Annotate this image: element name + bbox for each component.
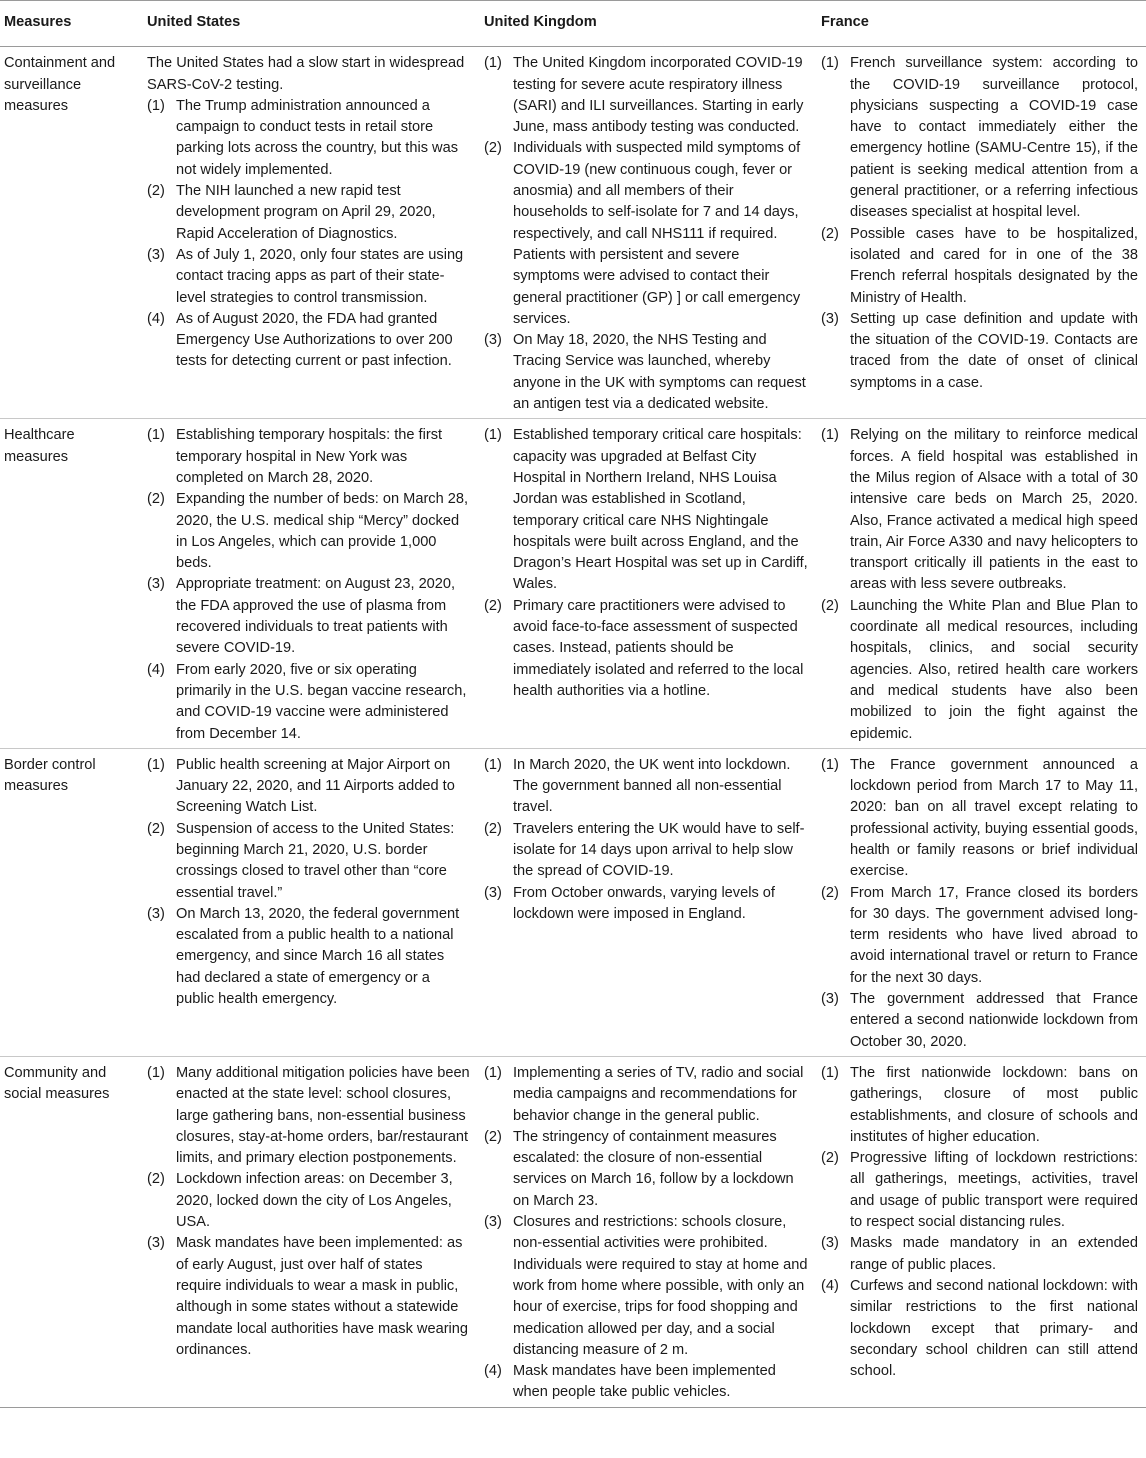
item-number: (3) bbox=[484, 332, 502, 349]
item-number: (4) bbox=[147, 310, 165, 327]
france-cell bbox=[817, 1056, 1146, 1407]
item-number: (2) bbox=[147, 820, 165, 837]
item-number: (2) bbox=[147, 1171, 165, 1188]
united-states-cell bbox=[143, 419, 480, 748]
item-number: (1) bbox=[484, 427, 502, 444]
france-cell bbox=[817, 419, 1146, 748]
item-number: (3) bbox=[484, 884, 502, 901]
list-item bbox=[484, 425, 809, 595]
list-item bbox=[821, 224, 1138, 309]
list-item bbox=[147, 660, 472, 745]
item-text: Setting up case definition and update with the situation of the COVID-19. Contacts are traced from the date of onset of clinical symptoms in a case. bbox=[850, 310, 1138, 391]
measure-category: Healthcare measures bbox=[0, 419, 143, 748]
united-kingdom-cell bbox=[480, 47, 817, 419]
list-item bbox=[484, 819, 809, 883]
item-text: Primary care practitioners were advised to avoid face-to-face assessment of suspected cases. Instead, patients should be immediately isolated and referred to the local health authorities via a hotline. bbox=[513, 597, 804, 699]
item-text: Curfews and second national lockdown: with similar restrictions to the first national lockdown except that primary- and secondary school children can still attend school. bbox=[850, 1277, 1138, 1380]
item-number: (3) bbox=[484, 1214, 502, 1231]
list-item bbox=[147, 1169, 472, 1233]
list-item bbox=[821, 883, 1138, 989]
item-text: Travelers entering the UK would have to self-isolate for 14 days upon arrival to help slow the spread of COVID-19. bbox=[513, 820, 805, 880]
united-states-measure-list bbox=[147, 1063, 472, 1361]
item-number: (2) bbox=[147, 491, 165, 508]
item-number: (3) bbox=[147, 1235, 165, 1252]
list-item bbox=[147, 1063, 472, 1169]
list-item bbox=[147, 309, 472, 373]
list-item bbox=[821, 309, 1138, 394]
united-states-measure-list bbox=[147, 425, 472, 744]
item-number: (1) bbox=[821, 55, 839, 72]
united-kingdom-measure-list bbox=[484, 1063, 809, 1404]
table-body bbox=[0, 47, 1146, 1407]
table-row bbox=[0, 47, 1146, 419]
item-text: Closures and restrictions: schools closure, non-essential activities were prohibited. Individuals were required to stay at home and work from home where possible, with only an hour of exercise, trips for food shopping and medication allowed per day, and a social distancing measure of 2 m. bbox=[513, 1214, 808, 1358]
item-text: As of July 1, 2020, only four states are using contact tracing apps as part of their state-level strategies to control transmission. bbox=[176, 246, 464, 306]
item-text: The France government announced a lockdown period from March 17 to May 11, 2020: ban on all travel except relating to professional activity, buying essential goods, health or family reasons or brief individual exercise. bbox=[850, 756, 1138, 880]
item-text: As of August 2020, the FDA had granted Emergency Use Authorizations to over 200 tests for detecting current or past infection. bbox=[176, 310, 453, 370]
list-item bbox=[484, 330, 809, 415]
item-text: Implementing a series of TV, radio and social media campaigns and recommendations for behavior change in the general public. bbox=[513, 1064, 804, 1124]
item-text: Many additional mitigation policies have been enacted at the state level: school closures, large gathering bans, non-essential business closures, stay-at-home orders, bar/restaurant limits, and primary election postponements. bbox=[176, 1064, 470, 1167]
list-item bbox=[484, 138, 809, 330]
list-item bbox=[484, 755, 809, 819]
list-item bbox=[484, 883, 809, 926]
item-text: Mask mandates have been implemented when people take public vehicles. bbox=[513, 1363, 776, 1401]
item-number: (4) bbox=[821, 1277, 839, 1294]
item-number: (1) bbox=[147, 97, 165, 114]
united-states-cell bbox=[143, 47, 480, 419]
united-kingdom-cell bbox=[480, 748, 817, 1056]
item-number: (2) bbox=[147, 183, 165, 200]
item-number: (2) bbox=[484, 597, 502, 614]
item-text: From March 17, France closed its borders for 30 days. The government advised long-term residents who have lived abroad to avoid international travel or return to France for the next 30 days. bbox=[850, 884, 1138, 986]
item-number: (1) bbox=[484, 756, 502, 773]
header-united-states: United States bbox=[143, 1, 480, 47]
item-number: (2) bbox=[484, 140, 502, 157]
list-item bbox=[821, 53, 1138, 223]
list-item bbox=[821, 596, 1138, 745]
list-item bbox=[147, 245, 472, 309]
table-row bbox=[0, 1056, 1146, 1407]
item-text: Possible cases have to be hospitalized, isolated and cared for in one of the 38 French referral hospitals designated by the Ministry of Health. bbox=[850, 225, 1138, 306]
item-number: (4) bbox=[484, 1363, 502, 1380]
item-text: On May 18, 2020, the NHS Testing and Tracing Service was launched, whereby anyone in the UK with symptoms can request an antigen test via a dedicated website. bbox=[513, 332, 806, 413]
list-item bbox=[147, 755, 472, 819]
header-france: France bbox=[817, 1, 1146, 47]
list-item bbox=[484, 1361, 809, 1404]
item-number: (3) bbox=[147, 246, 165, 263]
united-kingdom-measure-list bbox=[484, 53, 809, 415]
table-header bbox=[0, 1, 1146, 47]
measure-category: Border control measures bbox=[0, 748, 143, 1056]
item-number: (3) bbox=[147, 905, 165, 922]
list-item bbox=[147, 904, 472, 1010]
item-number: (2) bbox=[484, 820, 502, 837]
header-row bbox=[0, 1, 1146, 47]
list-item bbox=[821, 1063, 1138, 1148]
item-text: The United Kingdom incorporated COVID-19 testing for severe acute respiratory illness (SARI) and ILI surveillances. Starting in early June, mass antibody testing was conducted. bbox=[513, 55, 804, 136]
item-text: The stringency of containment measures escalated: the closure of non-essential services on March 16, follow by a lockdown on March 23. bbox=[513, 1128, 794, 1209]
list-item bbox=[484, 1212, 809, 1361]
item-text: Lockdown infection areas: on December 3, 2020, locked down the city of Los Angeles, USA. bbox=[176, 1171, 453, 1231]
united-states-intro-text: The United States had a slow start in widespread SARS-CoV-2 testing. bbox=[147, 55, 465, 93]
item-text: Establishing temporary hospitals: the first temporary hospital in New York was completed on March 28, 2020. bbox=[176, 427, 443, 486]
item-text: French surveillance system: according to the COVID-19 surveillance protocol, physicians suspecting a COVID-19 case have to contact immediately either the emergency hotline (SAMU-Centre 15), if the patient is seeking medical attention from a general practitioner, or a referring infectious diseases specialist at hospital level. bbox=[850, 55, 1138, 221]
item-text: Launching the White Plan and Blue Plan to coordinate all medical resources, including hospitals, clinics, and social security agencies. Also, retired health care workers and medical students have also been mobilized to join the fight against the epidemic. bbox=[850, 597, 1138, 742]
measure-category: Containment and surveillance measures bbox=[0, 47, 143, 419]
item-text: On March 13, 2020, the federal government escalated from a public health to a national emergency, and since March 16 all states had declared a state of emergency or a public health emergency. bbox=[176, 905, 460, 1008]
item-number: (1) bbox=[821, 756, 839, 773]
item-text: Progressive lifting of lockdown restrictions: all gatherings, meetings, activities, travel and usage of public transport were required to respect social distancing rules. bbox=[850, 1150, 1138, 1231]
table-row bbox=[0, 748, 1146, 1056]
item-text: Expanding the number of beds: on March 28, 2020, the U.S. medical ship “Mercy” docked in Los Angeles, which can provide 1,000 beds. bbox=[176, 491, 469, 572]
item-text: From early 2020, five or six operating primarily in the U.S. began vaccine research, and COVID-19 vaccine were administered from December 14. bbox=[176, 661, 467, 742]
item-number: (3) bbox=[821, 310, 839, 327]
united-kingdom-cell bbox=[480, 419, 817, 748]
item-number: (4) bbox=[147, 661, 165, 678]
item-text: Suspension of access to the United States: beginning March 21, 2020, U.S. border crossings closed to travel other than “core essential travel.” bbox=[176, 820, 455, 901]
list-item bbox=[821, 1148, 1138, 1233]
item-number: (1) bbox=[484, 55, 502, 72]
france-cell bbox=[817, 748, 1146, 1056]
list-item bbox=[821, 1233, 1138, 1276]
item-text: Appropriate treatment: on August 23, 2020, the FDA approved the use of plasma from recovered individuals to treat patients with severe COVID-19. bbox=[176, 576, 456, 657]
list-item bbox=[484, 1063, 809, 1127]
france-cell bbox=[817, 47, 1146, 419]
item-text: Mask mandates have been implemented: as of early August, just over half of states require individuals to wear a mask in public, although in some states without a statewide mandate local authorities have mask wearing ordinances. bbox=[176, 1235, 469, 1358]
item-number: (2) bbox=[821, 597, 839, 614]
france-measure-list bbox=[821, 1063, 1138, 1382]
list-item bbox=[821, 989, 1138, 1053]
item-number: (2) bbox=[821, 1150, 839, 1167]
item-number: (1) bbox=[147, 756, 165, 773]
item-text: The first nationwide lockdown: bans on gatherings, closure of most public establishments, and closure of schools and institutes of higher education. bbox=[850, 1064, 1138, 1145]
item-text: Masks made mandatory in an extended range of public places. bbox=[850, 1235, 1138, 1273]
header-united-kingdom: United Kingdom bbox=[480, 1, 817, 47]
item-text: The government addressed that France entered a second nationwide lockdown from October 30, 2020. bbox=[850, 991, 1138, 1050]
table-row bbox=[0, 419, 1146, 748]
item-number: (1) bbox=[147, 1064, 165, 1081]
item-number: (1) bbox=[147, 427, 165, 444]
united-states-measure-list bbox=[147, 755, 472, 1011]
list-item bbox=[484, 1127, 809, 1212]
france-measure-list bbox=[821, 53, 1138, 394]
item-number: (3) bbox=[821, 1235, 839, 1252]
list-item bbox=[821, 425, 1138, 595]
item-number: (2) bbox=[821, 884, 839, 901]
list-item bbox=[484, 53, 809, 138]
item-number: (3) bbox=[821, 991, 839, 1008]
list-item bbox=[147, 819, 472, 904]
united-states-cell bbox=[143, 748, 480, 1056]
item-text: The Trump administration announced a campaign to conduct tests in retail store parking lots across the country, but this was not widely implemented. bbox=[176, 97, 459, 178]
item-text: Individuals with suspected mild symptoms of COVID-19 (new continuous cough, fever or anosmia) and all members of their households to self-isolate for 7 and 14 days, respectively, and call NHS111 if required. Patients with persistent and severe symptoms were advised to contact their general practitioner (GP) ] or call emergency services. bbox=[513, 140, 801, 327]
item-text: Relying on the military to reinforce medical forces. A field hospital was established in the Milus region of Alsace with a total of 30 intensive care beds on March 25, 2020. Also, France activated a medical high speed train, Air Force A330 and navy helicopters to transport critically ill patients in the east to areas with less severe outbreaks. bbox=[850, 427, 1138, 593]
item-text: Established temporary critical care hospitals: capacity was upgraded at Belfast City Hospital in Northern Ireland, NHS Louisa Jordan was established in Scotland, temporary critical care NHS Nightingale hospitals were built across England, and the Dragon’s Heart Hospital was set up in Cardiff, Wales. bbox=[513, 427, 808, 593]
list-item bbox=[484, 596, 809, 702]
united-kingdom-cell bbox=[480, 1056, 817, 1407]
list-item bbox=[821, 1276, 1138, 1382]
measure-category: Community and social measures bbox=[0, 1056, 143, 1407]
france-measure-list bbox=[821, 425, 1138, 744]
item-number: (1) bbox=[821, 427, 839, 444]
item-number: (2) bbox=[821, 225, 839, 242]
item-text: The NIH launched a new rapid test development program on April 29, 2020, Rapid Acceleration of Diagnostics. bbox=[176, 183, 436, 242]
item-number: (1) bbox=[484, 1064, 502, 1081]
item-number: (2) bbox=[484, 1128, 502, 1145]
list-item bbox=[147, 574, 472, 659]
header-measures: Measures bbox=[0, 1, 143, 47]
list-item bbox=[821, 755, 1138, 883]
united-states-cell bbox=[143, 1056, 480, 1407]
list-item bbox=[147, 1233, 472, 1361]
item-number: (3) bbox=[147, 576, 165, 593]
item-text: In March 2020, the UK went into lockdown. The government banned all non-essential travel. bbox=[513, 756, 791, 816]
france-measure-list bbox=[821, 755, 1138, 1053]
list-item bbox=[147, 181, 472, 245]
list-item bbox=[147, 96, 472, 181]
united-kingdom-measure-list bbox=[484, 755, 809, 925]
list-item bbox=[147, 425, 472, 489]
item-number: (1) bbox=[821, 1064, 839, 1081]
united-kingdom-measure-list bbox=[484, 425, 809, 702]
united-states-measure-list bbox=[147, 96, 472, 373]
item-text: From October onwards, varying levels of lockdown were imposed in England. bbox=[513, 884, 775, 922]
list-item bbox=[147, 489, 472, 574]
item-text: Public health screening at Major Airport on January 22, 2020, and 11 Airports added to Screening Watch List. bbox=[176, 756, 455, 816]
